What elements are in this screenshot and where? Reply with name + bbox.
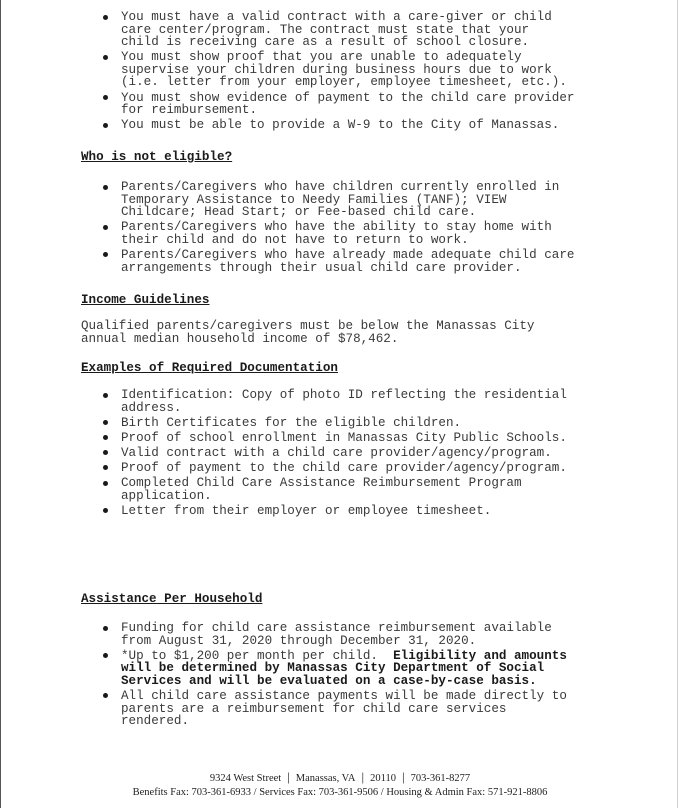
list-item-line: Parents/Caregivers who have children currently enrolled in <box>121 180 560 194</box>
list-item <box>101 477 611 502</box>
not-eligible-list <box>101 181 611 277</box>
list-item-line: Parents/Caregivers who have already made adequate child care <box>121 247 575 262</box>
list-item-line: Letter from their employer or employee timesheet. <box>121 503 492 518</box>
bullet-icon <box>103 95 108 100</box>
list-item <box>101 462 611 475</box>
list-item-line: You must have a valid contract with a care-giver or child <box>121 10 552 24</box>
list-item-line: Temporary Assistance to Needy Families (TANF); VIEW <box>121 192 507 207</box>
list-item <box>101 221 611 246</box>
eligibility-emphasis-text: Eligibility and amounts <box>393 648 567 663</box>
bullet-icon <box>103 185 108 190</box>
bullet-icon <box>103 55 108 60</box>
bullet-icon <box>103 481 108 486</box>
list-item <box>101 690 611 728</box>
heading-required-documentation: Examples of Required Documentation <box>81 361 338 375</box>
list-item-line: Proof of payment to the child care provider/agency/program. <box>121 460 567 475</box>
eligibility-emphasis-text: Services and will be evaluated on a case-by-case basis. <box>121 673 537 688</box>
list-item <box>101 51 611 89</box>
footer-separator: | <box>401 769 405 784</box>
list-item-line: You must show evidence of payment to the child care provider <box>121 90 575 105</box>
list-item-line: Identification: Copy of photo ID reflecting the residential <box>121 388 567 402</box>
heading-not-eligible: Who is not eligible? <box>81 150 233 164</box>
heading-assistance-per-household: Assistance Per Household <box>81 592 263 606</box>
list-item-line: Birth Certificates for the eligible children. <box>121 415 462 430</box>
list-item <box>101 417 611 430</box>
list-item-line: (i.e. letter from your employer, employee timesheet, etc.). <box>121 75 567 90</box>
list-item-line: child is receiving care as a result of school closure. <box>121 35 530 50</box>
list-item <box>101 119 611 132</box>
list-item-line: You must be able to provide a W-9 to the City of Manassas. <box>121 118 560 133</box>
list-item-line: parents are a reimbursement for child care services <box>121 701 507 716</box>
list-item-line: for reimbursement. <box>121 103 258 118</box>
list-item-line: from August 31, 2020 through December 31, 2020. <box>121 633 477 648</box>
list-item <box>101 389 611 414</box>
bullet-icon <box>103 653 108 658</box>
paragraph-line: annual median household income of $78,462. <box>81 331 399 346</box>
footer-separator: | <box>287 769 290 784</box>
paragraph-line: Qualified parents/caregivers must be below the Manassas City <box>81 319 535 333</box>
list-item <box>101 92 611 117</box>
income-paragraph <box>81 320 601 345</box>
list-item-line: address. <box>121 400 182 415</box>
bullet-icon <box>103 15 108 20</box>
list-item-line: All child care assistance payments will be made directly to <box>121 688 567 703</box>
list-item-line: application. <box>121 488 212 503</box>
list-item-line: Proof of school enrollment in Manassas City Public Schools. <box>121 430 567 445</box>
bullet-icon <box>103 508 108 513</box>
heading-income-guidelines: Income Guidelines <box>81 293 210 307</box>
bullet-icon <box>103 393 108 398</box>
documentation-list <box>101 389 611 520</box>
bullet-icon <box>103 435 108 440</box>
footer-street: 9324 West Street <box>209 773 282 784</box>
eligibility-requirements-list <box>101 11 611 134</box>
bullet-icon <box>103 252 108 257</box>
footer-city: Manassas, VA <box>295 773 356 784</box>
footer-fax-line: Benefits Fax: 703-361-6933 / Services Fax: 703-361-9506 / Housing & Admin Fax: 571-921-8806 <box>132 787 548 798</box>
bullet-icon <box>103 123 108 128</box>
max-amount-text: *Up to $1,200 per month per child. <box>121 648 394 663</box>
footer-zip: 20110 <box>370 773 396 784</box>
list-item-line: Childcare; Head Start; or Fee-based child care. <box>121 205 477 220</box>
list-item <box>101 181 611 219</box>
assistance-list <box>101 622 611 730</box>
list-item <box>101 622 611 647</box>
list-item-line: care center/program. The contract must state that your <box>121 22 530 37</box>
bullet-icon <box>103 693 108 698</box>
list-item <box>101 11 611 49</box>
list-item-line: their child and do not have to return to work. <box>121 232 469 247</box>
footer-address-line <box>1 770 678 786</box>
list-item <box>101 505 611 518</box>
bullet-icon <box>103 626 108 631</box>
list-item <box>101 432 611 445</box>
page-footer <box>1 770 678 800</box>
bullet-icon <box>103 420 108 425</box>
list-item-line: Funding for child care assistance reimbursement available <box>121 621 552 635</box>
list-item-line: Completed Child Care Assistance Reimbursement Program <box>121 476 522 491</box>
list-item-line: rendered. <box>121 714 190 729</box>
list-item-line: You must show proof that you are unable to adequately <box>121 50 522 65</box>
bullet-icon <box>103 450 108 455</box>
list-item-line: Parents/Caregivers who have the ability to stay home with <box>121 220 552 235</box>
list-item-line: Valid contract with a child care provider/agency/program. <box>121 445 552 460</box>
bullet-icon <box>103 465 108 470</box>
bullet-icon <box>103 225 108 230</box>
list-item-line: supervise your children during business hours due to work <box>121 62 552 77</box>
list-item <box>101 650 611 688</box>
footer-separator: | <box>361 769 365 784</box>
eligibility-emphasis-text: will be determined by Manassas City Department of Social <box>121 661 545 676</box>
list-item-line: arrangements through their usual child care provider. <box>121 260 522 275</box>
list-item <box>101 249 611 274</box>
footer-phone: 703-361-8277 <box>410 773 471 784</box>
list-item <box>101 447 611 460</box>
